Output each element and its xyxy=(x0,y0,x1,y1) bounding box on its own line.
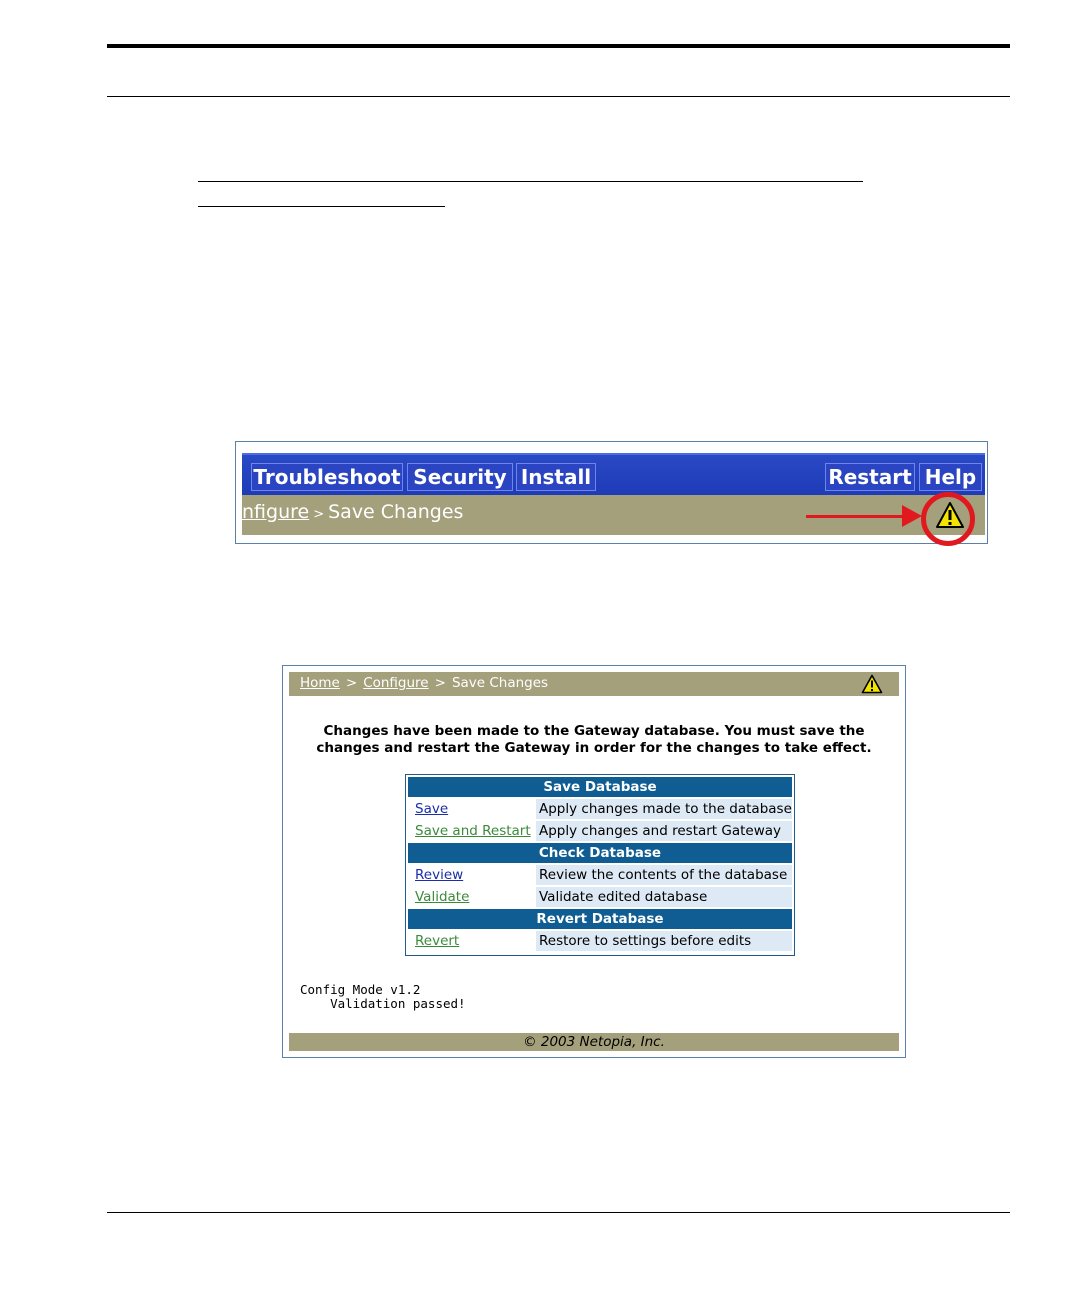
callout-circle xyxy=(921,492,975,546)
page-breadcrumb xyxy=(300,675,548,691)
warning-triangle-icon[interactable] xyxy=(861,674,883,694)
breadcrumb-current: Save Changes xyxy=(451,675,549,691)
table-row xyxy=(408,799,792,819)
save-link[interactable]: Save xyxy=(415,801,449,817)
database-options-table xyxy=(405,774,795,956)
status-line-2: Validation passed! xyxy=(300,996,466,1011)
top-thin-rule xyxy=(107,96,1010,97)
breadcrumb-home-link[interactable]: Home xyxy=(300,675,340,691)
row-description: Apply changes and restart Gateway xyxy=(536,821,792,841)
table-row xyxy=(408,821,792,841)
section-header-check-database: Check Database xyxy=(408,843,792,863)
top-thick-rule xyxy=(107,44,1010,48)
revert-link[interactable]: Revert xyxy=(415,933,460,949)
table-row xyxy=(408,931,792,951)
row-description: Review the contents of the database xyxy=(536,865,792,885)
tab-troubleshoot[interactable]: Troubleshoot xyxy=(251,463,403,491)
breadcrumb-separator: > xyxy=(434,675,446,691)
nav-bar-screenshot xyxy=(235,441,988,544)
row-description: Validate edited database xyxy=(536,887,792,907)
message-line-2: changes and restart the Gateway in order for the changes to take effect. xyxy=(316,740,872,756)
row-description: Restore to settings before edits xyxy=(536,931,792,951)
underline-long xyxy=(198,181,863,182)
breadcrumb-configure-link[interactable]: nfigure xyxy=(242,501,310,523)
breadcrumb-current: Save Changes xyxy=(328,501,464,523)
breadcrumb-configure-link[interactable]: Configure xyxy=(363,675,429,691)
review-link[interactable]: Review xyxy=(415,867,464,883)
save-changes-screenshot xyxy=(282,665,906,1058)
table-row xyxy=(408,887,792,907)
tab-security[interactable]: Security xyxy=(407,463,513,491)
nav-bar xyxy=(242,453,985,495)
message-line-1: Changes have been made to the Gateway database. You must save the xyxy=(323,723,865,739)
breadcrumb xyxy=(242,501,463,523)
bottom-rule xyxy=(107,1212,1010,1213)
copyright-footer: © 2003 Netopia, Inc. xyxy=(289,1033,899,1051)
validate-link[interactable]: Validate xyxy=(415,889,470,905)
callout-arrow xyxy=(806,515,910,518)
page-breadcrumb-bar xyxy=(289,672,899,696)
save-and-restart-link[interactable]: Save and Restart xyxy=(415,823,531,839)
callout-arrowhead xyxy=(902,505,922,527)
status-line-1: Config Mode v1.2 xyxy=(300,982,421,997)
table-row xyxy=(408,865,792,885)
tab-help[interactable]: Help xyxy=(919,463,982,491)
changes-message xyxy=(289,723,899,757)
tab-restart[interactable]: Restart xyxy=(825,463,915,491)
section-header-revert-database: Revert Database xyxy=(408,909,792,929)
underline-short xyxy=(198,206,445,207)
tab-install[interactable]: Install xyxy=(516,463,596,491)
breadcrumb-separator: > xyxy=(345,675,358,691)
breadcrumb-separator: > xyxy=(313,507,325,522)
section-header-save-database: Save Database xyxy=(408,777,792,797)
row-description: Apply changes made to the database xyxy=(536,799,792,819)
